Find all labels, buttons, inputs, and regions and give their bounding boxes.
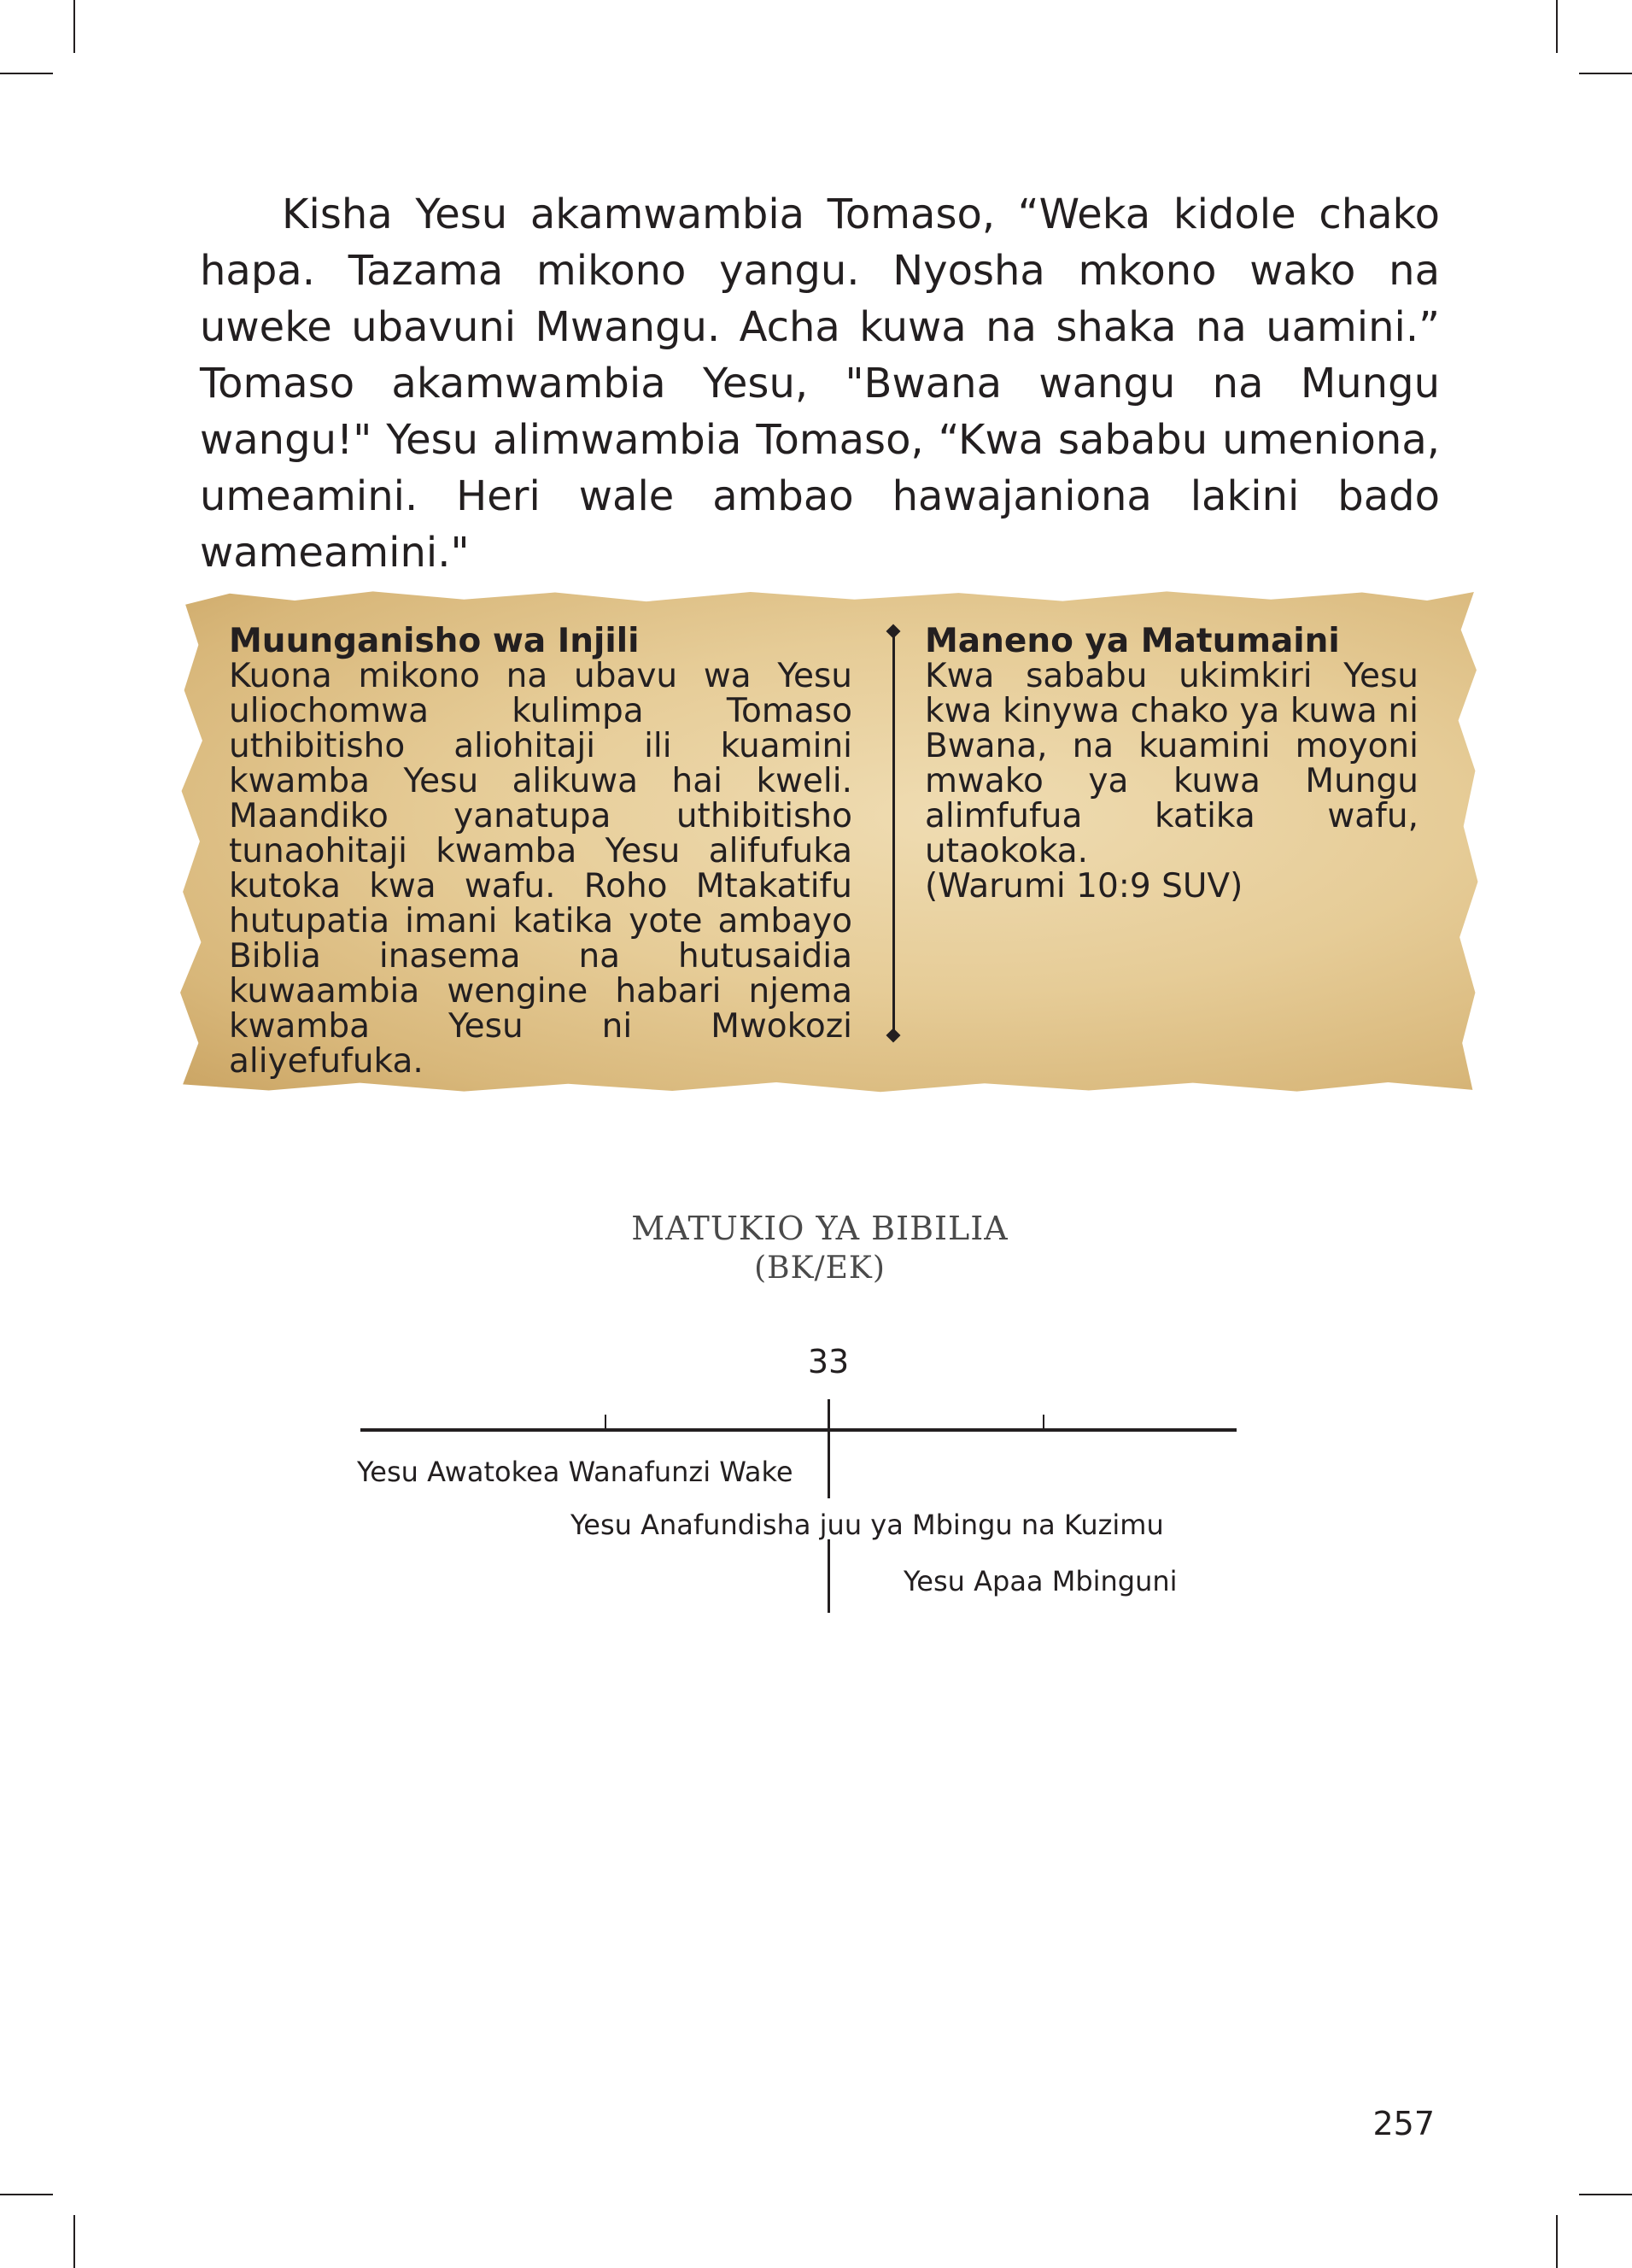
crop-mark bbox=[0, 2194, 53, 2195]
crop-mark bbox=[0, 73, 53, 74]
gospel-connection-heading: Muunganisho wa Injili bbox=[229, 622, 640, 660]
words-of-hope-text: Kwa sababu ukimkiri Yesu kwa kinywa chako ya kuwa ni Bwana, na kuamini moyoni mwako ya kuwa Mungu alimfufua katika wafu, utaokoka. bbox=[925, 657, 1418, 870]
scripture-reference: (Warumi 10:9 SUV) bbox=[925, 867, 1243, 905]
timeline-axis bbox=[360, 1428, 1237, 1432]
body-paragraph: Kisha Yesu akamwambia Tomaso, “Weka kidole chako hapa. Tazama mikono yangu. Nyosha mkono wako na uweke ubavuni Mwangu. Acha kuwa na shaka na uamini.” Tomaso akamwambia Yesu, "Bwana wangu na Mungu wangu!" Yesu alimwambia Tomaso, “Kwa sababu umeniona, umeamini. Heri wale ambao hawajaniona lakini bado wameamini." bbox=[200, 190, 1440, 577]
crop-mark bbox=[73, 0, 75, 53]
crop-mark bbox=[1556, 2215, 1558, 2268]
gospel-connection-text: Kuona mikono na ubavu wa Yesu uliochomwa kulimpa Tomaso uthibitisho aliohitaji ili kuamini kwamba Yesu alikuwa hai kweli. Maandiko yanatupa uthibitisho tunaohitaji kwamba Yesu alifufuka kutoka kwa wafu. Roho Mtakatifu hutupatia imani katika yote ambayo Biblia inasema na hutusaidia kuwaambia wengine habari njema kwamba Yesu ni Mwokozi aliyefufuka. bbox=[229, 657, 852, 1081]
words-of-hope-section bbox=[925, 624, 1418, 904]
column-divider bbox=[892, 634, 895, 1032]
timeline-year: 33 bbox=[807, 1343, 850, 1380]
crop-mark bbox=[1579, 2194, 1632, 2195]
gospel-connection-section bbox=[229, 624, 852, 1079]
timeline-subtitle: (BK/EK) bbox=[754, 1251, 886, 1286]
timeline-marker bbox=[828, 1539, 830, 1613]
crop-mark bbox=[73, 2215, 75, 2268]
crop-mark bbox=[1579, 73, 1632, 74]
timeline-title: MATUKIO YA BIBILIA bbox=[631, 1210, 1009, 1247]
words-of-hope-heading: Maneno ya Matumaini bbox=[925, 622, 1340, 660]
timeline-tick bbox=[1043, 1415, 1044, 1428]
timeline-tick bbox=[605, 1415, 606, 1428]
timeline-marker bbox=[828, 1399, 830, 1498]
timeline-event: Yesu Anafundisha juu ya Mbingu na Kuzimu bbox=[570, 1509, 1164, 1541]
page-number: 257 bbox=[1372, 2105, 1435, 2142]
crop-mark bbox=[1556, 0, 1558, 53]
timeline-event: Yesu Awatokea Wanafunzi Wake bbox=[357, 1456, 793, 1488]
timeline-event: Yesu Apaa Mbinguni bbox=[904, 1565, 1178, 1597]
